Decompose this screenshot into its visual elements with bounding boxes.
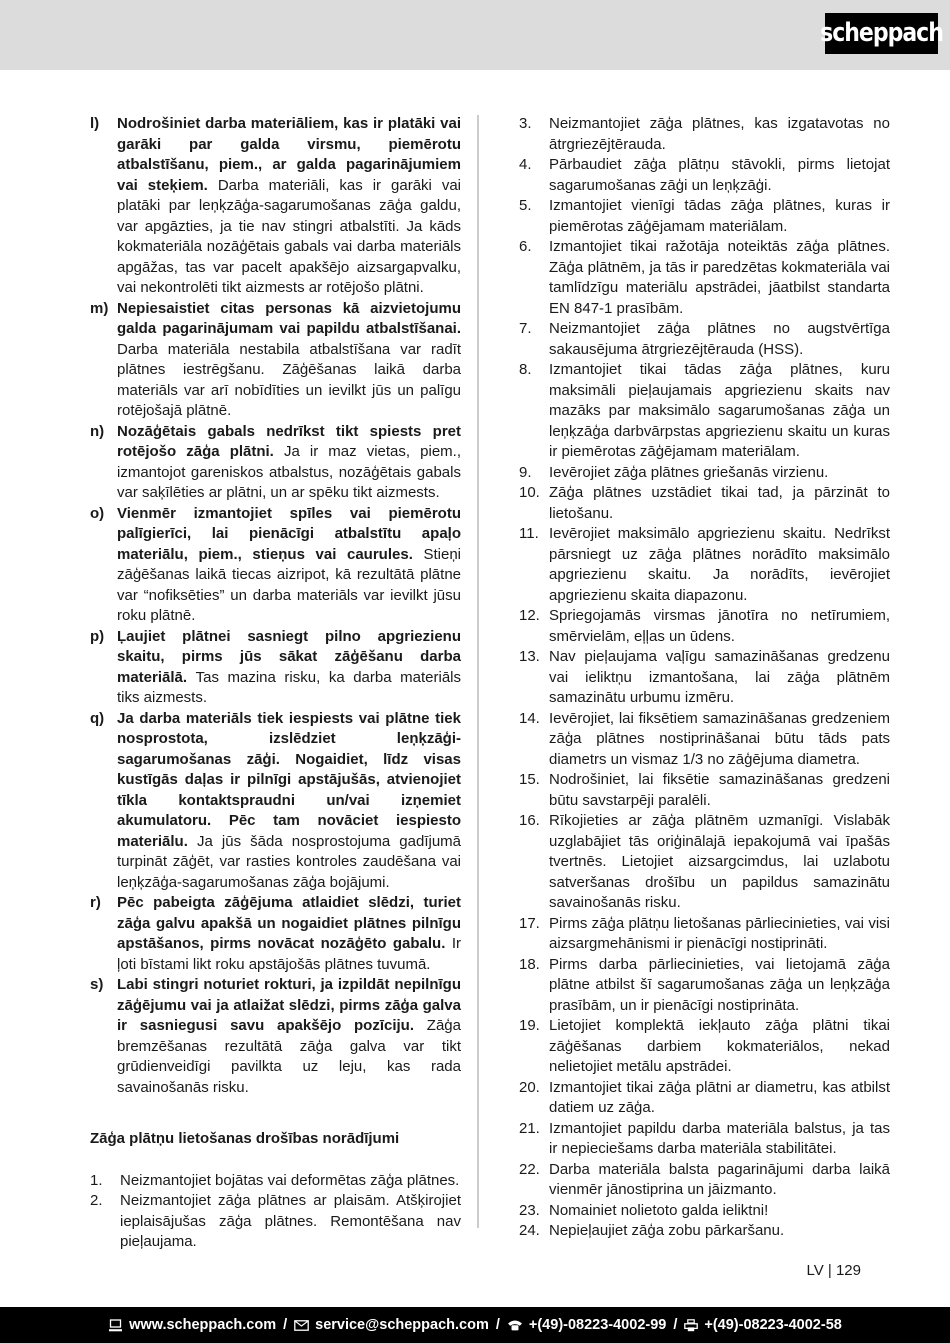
left-column-numbered-list: [90, 1171, 461, 1253]
item-label: n): [90, 422, 105, 440]
item-text: Izmantojiet papildu darba materiāla balstus, ja tas ir nepieciešams darba materiāla stabilitātei.: [549, 1119, 890, 1157]
item-text: Ja darba materiāls tiek iespiests vai plātne tiek nosprostota, izslēdziet leņķzāģi-sagarumošanas zāģi. Nogaidiet, līdz visas kustīgās daļas ir pilnīgi apstājušās, atvienojiet tīkla kontaktspraudni un/vai izņemiet akumulatoru. Pēc tam novāciet iespiesto materiālu. Ja jūs šāda nosprostojuma gadījumā turpināt zāģēt, var rasties kontroles zaudēšana vai leņķzāģa-sagarumošanas zāģa bojājumi.: [117, 709, 462, 891]
item-label: 15.: [519, 771, 540, 788]
item-label: 22.: [519, 1160, 540, 1178]
list-item: [90, 299, 461, 422]
item-label: 5.: [519, 197, 532, 214]
item-label: 8.: [519, 361, 532, 378]
item-label: 23.: [519, 1201, 540, 1219]
item-text: Ievērojiet maksimālo apgriezienu skaitu. Nedrīkst pārsniegt uz zāģa plātnes norādīto maksimālo apgriezienu skaitu. Ja norādīts, ievērojiet apgriezienu skaita diapazonu.: [549, 525, 890, 604]
list-item: [519, 1221, 890, 1242]
list-item: [519, 770, 890, 811]
item-label: l): [90, 115, 100, 132]
right-column-numbered-list: [519, 114, 890, 1242]
item-text: Izmantojiet vienīgi tādas zāģa plātnes, kuras ir piemērotas zāģējamam materiālam.: [549, 197, 890, 235]
item-label: 18.: [519, 955, 540, 973]
list-item: [519, 1016, 890, 1078]
item-text: Ievērojiet zāģa plātnes griešanās virzienu.: [549, 463, 829, 481]
item-text: Nodrošiniet darba materiāliem, kas ir platāki vai garāki par galda virsmu, piemērotu atbalstīšanu, piem., ar galda pagarinājumiem vai steķiem. Darba materiāli, kas ir garāki vai platāki par leņķzāģa-sagarumošanas zāģa galdu, var apgāzties, ja tie nav stingri atbalstīti. Ja kāds kokmateriāla nozāģētais gabals vai darba materiāls apgāžas, tas var pacelt apakšējo aizsargapvalku, vai nekontrolēti tikt aizmests ar rotējošo plātni.: [117, 115, 461, 296]
page-marker: LV | 129: [806, 1262, 861, 1279]
footer-contact-text: +(49)-08223-4002-58: [704, 1317, 842, 1333]
list-item: [90, 627, 461, 709]
item-label: 12.: [519, 607, 540, 624]
list-item: [90, 422, 461, 504]
list-item: [519, 647, 890, 709]
list-item: [519, 237, 890, 319]
right-column: [519, 114, 890, 1242]
list-item: [519, 360, 890, 463]
item-label: 13.: [519, 648, 540, 665]
list-item: [519, 524, 890, 606]
footer-separator: /: [495, 1317, 500, 1333]
footer-bar: [0, 1307, 950, 1343]
item-text: Neizmantojiet zāģa plātnes, kas izgatavotas no ātrgriezējtērauda.: [549, 115, 890, 153]
item-label: 11.: [519, 525, 539, 542]
item-text: Zāģa plātnes uzstādiet tikai tad, ja pārzināt to lietošanu.: [549, 484, 890, 522]
left-column-lettered-list: [90, 114, 461, 1098]
item-text: Darba materiāla balsta pagarinājumi darba laikā vienmēr jānostiprina un jāizmanto.: [549, 1160, 890, 1198]
list-item: [519, 1160, 890, 1201]
list-item: [519, 463, 890, 484]
item-text: Pirms zāģa plātņu lietošanas pārliecinieties, vai visi aizsargmehānismi ir pienācīgi nostiprināti.: [549, 914, 890, 952]
item-label: o): [90, 504, 105, 522]
item-text: Ievērojiet, lai fiksētiem samazināšanas gredzeniem zāģa plātnes nostiprināšanai būtu tāds pats diametrs un vismaz 1/3 no zāģējuma diametra.: [549, 709, 890, 768]
item-text: Rīkojieties ar zāģa plātnēm uzmanīgi. Vislabāk uzglabājiet tās oriģinālajā iepakojumā vai īpašās tvertnēs. Lietojiet aizsargcimdus, lai uzlabotu satveršanas drošību un papildus samazinātu savainošanās risku.: [549, 812, 890, 911]
list-item: [519, 1201, 890, 1222]
header-bar: [0, 0, 950, 70]
list-item: [90, 975, 461, 1098]
section-heading: Zāģa plātņu lietošanas drošības norādījumi: [90, 1130, 400, 1147]
list-item: [519, 606, 890, 647]
item-label: q): [90, 709, 105, 727]
item-text: Neizmantojiet bojātas vai deformētas zāģa plātnes.: [120, 1171, 460, 1189]
item-label: 20.: [519, 1078, 540, 1096]
footer-contact-text: service@scheppach.com: [315, 1317, 489, 1333]
item-text: Neizmantojiet zāģa plātnes no augstvērtīga sakausējuma ātrgriezējtērauda (HSS).: [549, 320, 890, 358]
item-text: Nav pieļaujama vaļīgu samazināšanas gredzenu vai ieliktņu izmantošana, lai zāģa plātnēm samazinātu urbumu izmēru.: [549, 648, 890, 706]
list-item: [90, 893, 461, 975]
column-divider: [477, 115, 479, 1228]
item-label: 1.: [90, 1171, 103, 1189]
item-label: 14.: [519, 709, 540, 727]
footer-separator: /: [283, 1317, 288, 1333]
list-item: [90, 1171, 461, 1192]
logo-text: scheppach: [820, 18, 943, 49]
item-label: 3.: [519, 115, 532, 132]
item-text: Nozāģētais gabals nedrīkst tikt spiests pret rotējošo zāģa plātni. Ja ir maz vietas, piem., izmantojot gareniskos atbalstus, nozāģētais gabals var saķīlēties ar plātni, un ar spēku tikt aizmests.: [117, 422, 461, 501]
item-text: Nepieļaujiet zāģa zobu pārkaršanu.: [549, 1222, 785, 1239]
item-label: 9.: [519, 463, 532, 481]
phone-icon: [507, 1319, 523, 1331]
item-text: Izmantojiet tikai zāģa plātni ar diametru, kas atbilst datiem uz zāģa.: [549, 1078, 890, 1116]
item-text: Vienmēr izmantojiet spīles vai piemērotu palīgierīci, lai pienācīgi atbalstītu apaļo materiālu, piem., stieņus vai caurules. Stieņi zāģēšanas laikā tiecas aizripot, kā rezultātā plātne var “nofiksēties” un darba materiāls var ievilkt jūsu roku plātnē.: [117, 504, 461, 624]
list-item: [519, 709, 890, 771]
list-item: [90, 1191, 461, 1253]
item-text: Nodrošiniet, lai fiksētie samazināšanas gredzeni būtu savstarpēji paralēli.: [549, 771, 890, 809]
list-item: [519, 155, 890, 196]
list-item: [90, 504, 461, 627]
item-text: Ļaujiet plātnei sasniegt pilno apgriezienu skaitu, pirms jūs sākat zāģēšanu darba materiālā. Tas mazina risku, ka darba materiāls tiks aizmests.: [117, 627, 461, 706]
item-text: Pirms darba pārliecinieties, vai lietojamā zāģa plātne atbilst šī sagarumošanas zāģa un leņķzāģa prasībām, un ir pienācīgi nostiprināta.: [549, 955, 890, 1014]
footer-separator: /: [673, 1317, 678, 1333]
list-item: [519, 1119, 890, 1160]
item-text: Labi stingri noturiet rokturi, ja izpildāt nepilnīgu zāģējumu vai ja atlaižat slēdzi, pirms zāģa galva ir sasniegusi savu apakšējo pozīciju. Zāģa bremzēšanas rezultātā zāģa galva var tikt grūdienveidīgi pavilkta uz leju, kas rada savainošanās risku.: [117, 976, 461, 1096]
list-item: [519, 955, 890, 1017]
item-text: Pēc pabeigta zāģējuma atlaidiet slēdzi, turiet zāģa galvu apakšā un nogaidiet plātnes pilnīgu apstāšanos, pirms novācat nozāģēto gabalu. Ir ļoti bīstami likt roku apstājošās plātnes tuvumā.: [117, 894, 461, 973]
list-item: [519, 114, 890, 155]
item-label: m): [90, 299, 109, 317]
item-label: 24.: [519, 1222, 540, 1239]
item-text: Nepiesaistiet citas personas kā aizvietojumu galda pagarinājumam vai papildu atbalstīšanai. Darba materiāla nestabila atbalstīšana var radīt plātnes iestrēgšanu. Zāģēšanas laikā darba materiāls var arī nobīdīties un ievilkt jūs un palīgu rotējošajā plātnē.: [117, 299, 461, 419]
footer-contact-text: +(49)-08223-4002-99: [528, 1317, 667, 1333]
item-text: Izmantojiet tikai ražotāja noteiktās zāģa plātnes. Zāģa plātnēm, ja tās ir paredzētas kokmateriāla vai tamlīdzīgu materiālu apstrādei, jāatbilst standarta EN 847-1 prasībām.: [549, 238, 890, 317]
list-item: [519, 319, 890, 360]
computer-icon: [108, 1319, 123, 1332]
item-text: Neizmantojiet zāģa plātnes ar plaisām. Atšķirojiet ieplaisājušas zāģa plātnes. Remontēšana nav pieļaujama.: [120, 1192, 461, 1250]
item-label: 21.: [519, 1119, 540, 1137]
item-text: Pārbaudiet zāģa plātņu stāvokli, pirms lietojat sagarumošanas zāģi un leņķzāģi.: [549, 156, 890, 194]
item-label: 17.: [519, 914, 540, 932]
list-item: [519, 914, 890, 955]
item-text: Nomainiet nolietoto galda ieliktni!: [549, 1201, 769, 1219]
item-text: Spriegojamās virsmas jānotīra no netīrumiem, smērvielām, eļļas un ūdens.: [549, 607, 890, 645]
footer-contact-line: [108, 1317, 842, 1333]
list-item: [90, 114, 461, 299]
item-text: Izmantojiet tikai tādas zāģa plātnes, kuru maksimāli pieļaujamais apgriezienu skaits nav mazāks par maksimālo sagarumošanas zāģa un leņķzāģa darbvārpstas apgriezienu skaitu un kuras ir piemērotas zāģējamam materiālam.: [549, 361, 890, 460]
list-item: [519, 811, 890, 914]
item-text: Lietojiet komplektā iekļauto zāģa plātni tikai zāģēšanas darbiem kokmateriālos, nekad nelietojiet metālu apstrādei.: [549, 1017, 890, 1075]
list-item: [519, 1078, 890, 1119]
list-item: [519, 196, 890, 237]
item-label: 2.: [90, 1192, 103, 1209]
list-item: [519, 483, 890, 524]
item-label: 4.: [519, 156, 532, 173]
footer-contact-text: www.scheppach.com: [129, 1317, 277, 1333]
item-label: 10.: [519, 484, 540, 501]
item-label: 16.: [519, 812, 540, 829]
list-item: [90, 709, 461, 894]
scheppach-logo: [820, 13, 943, 54]
item-label: 7.: [519, 320, 532, 337]
left-column: [90, 114, 461, 1253]
item-label: 19.: [519, 1017, 540, 1034]
fax-icon: [684, 1319, 698, 1332]
item-label: 6.: [519, 238, 532, 255]
item-label: p): [90, 627, 105, 645]
item-label: r): [90, 894, 101, 911]
item-label: s): [90, 976, 104, 993]
email-icon: [294, 1320, 309, 1331]
